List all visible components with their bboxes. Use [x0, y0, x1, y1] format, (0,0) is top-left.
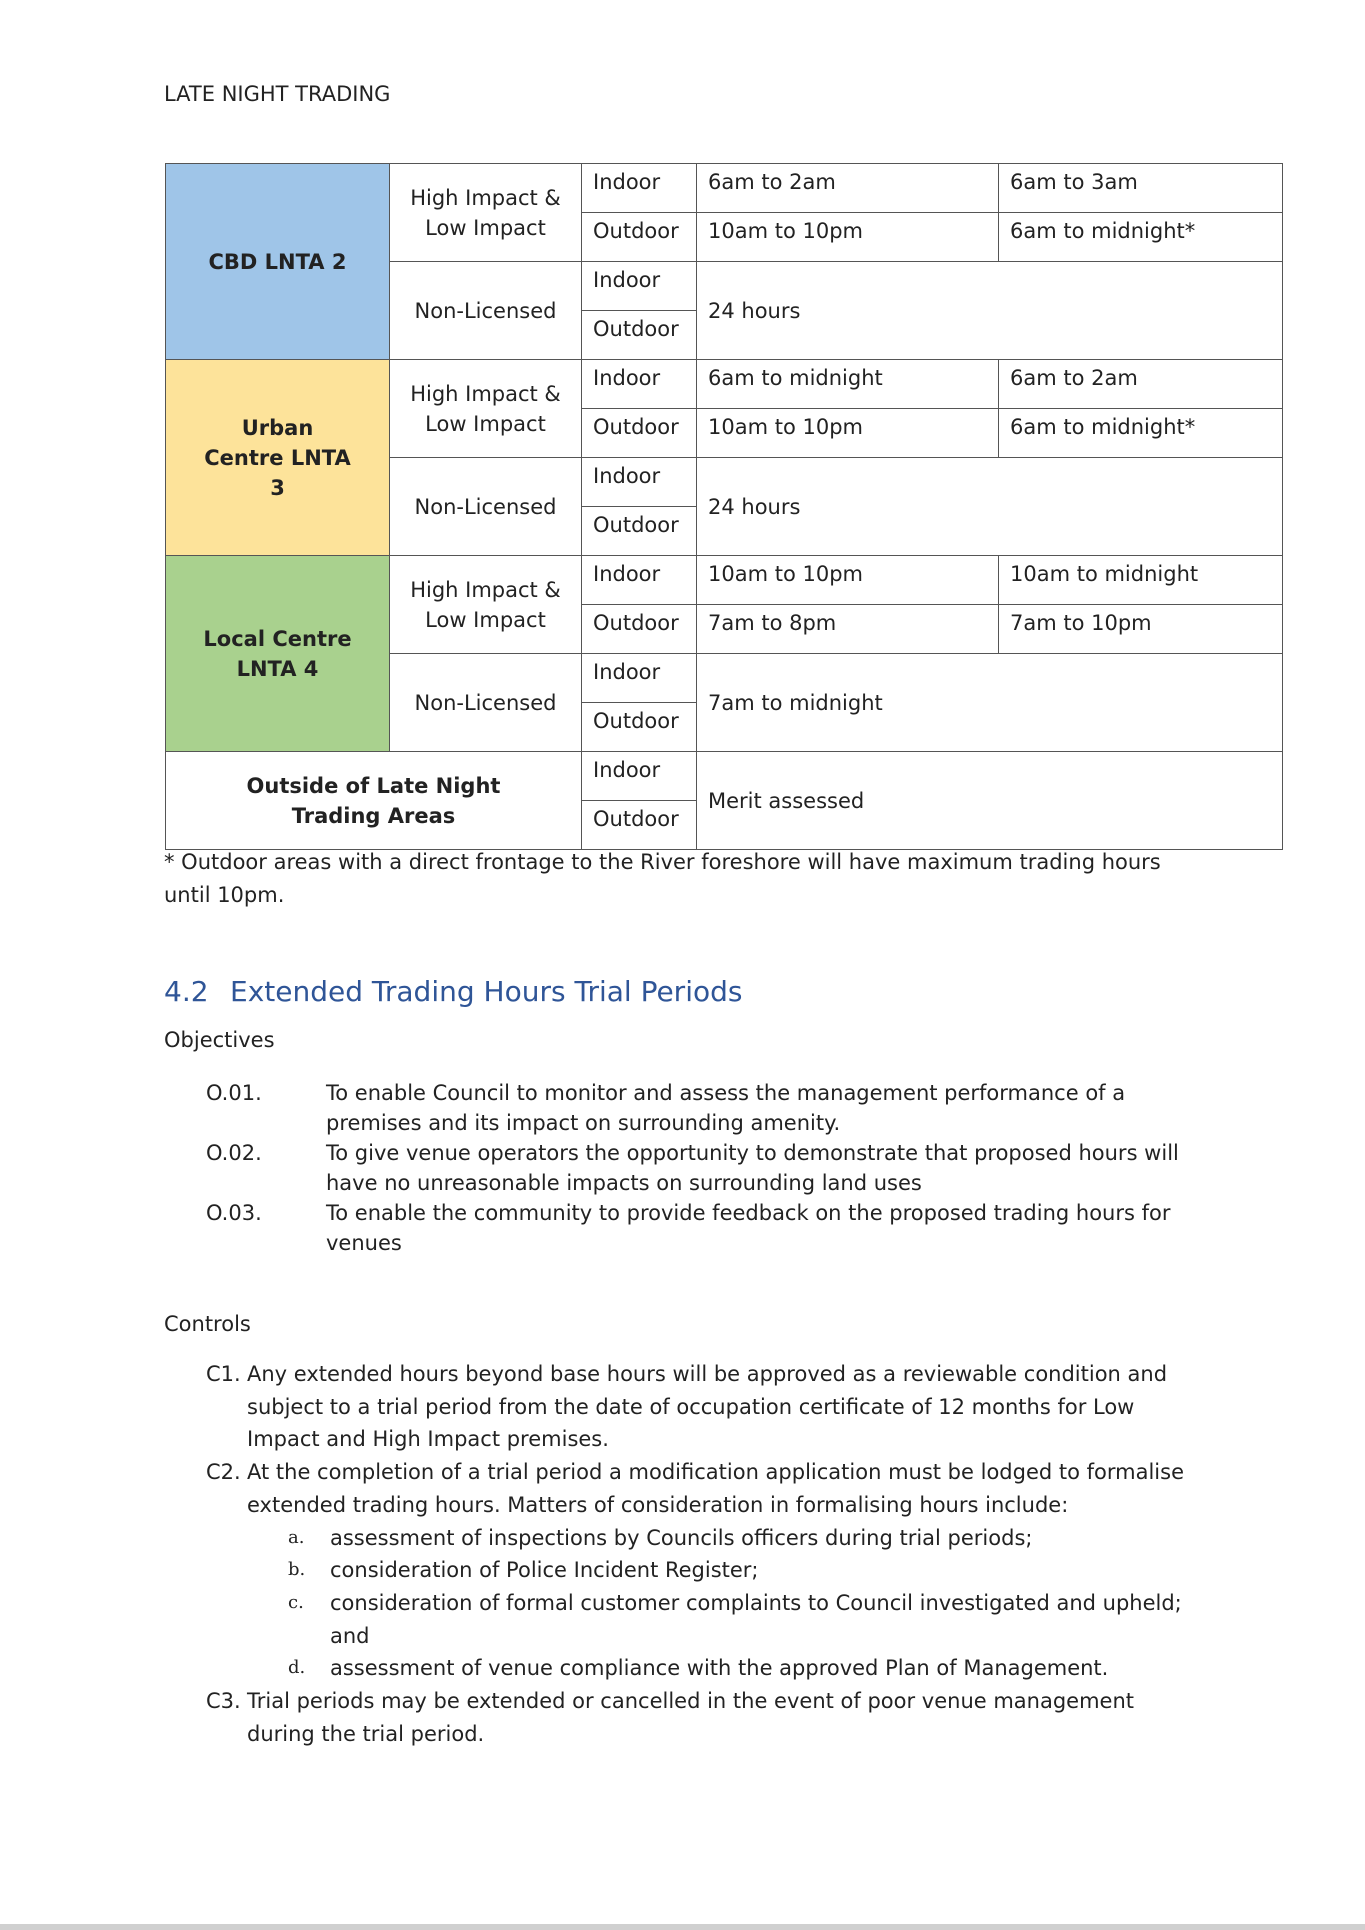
control-text: Trial periods may be extended or cancelled in the event of poor venue management during the trial period.: [247, 1689, 1135, 1746]
subitem-text: assessment of inspections by Councils officers during trial periods;: [330, 1526, 1033, 1550]
extended-hours-cell: 6am to 2am: [999, 360, 1283, 409]
table-row: [166, 164, 1283, 213]
nonlicensed-category: Non-Licensed: [390, 262, 582, 360]
area-cell: Indoor: [582, 556, 697, 605]
control-text: Any extended hours beyond base hours will be approved as a reviewable condition and subject to a trial period from the date of occupation certificate of 12 months for Low Impact and High Impact premises.: [247, 1362, 1168, 1451]
subitem-text: assessment of venue compliance with the approved Plan of Management.: [330, 1656, 1109, 1680]
area-cell: Outdoor: [582, 311, 697, 360]
objective-code: O.03.: [206, 1201, 262, 1225]
objective-item: [206, 1078, 1206, 1138]
subitem-letter: a.: [288, 1527, 305, 1548]
area-cell: Outdoor: [582, 703, 697, 752]
control-item: [206, 1456, 1206, 1521]
merit-assessed-cell: Merit assessed: [697, 752, 1283, 850]
trading-hours-table: [165, 163, 1283, 850]
control-code: C1.: [206, 1362, 241, 1386]
objective-code: O.02.: [206, 1141, 262, 1165]
licensed-category: High Impact & Low Impact: [390, 164, 582, 262]
objective-text: To give venue operators the opportunity to demonstrate that proposed hours will have no unreasonable impacts on surrounding land uses: [326, 1141, 1179, 1195]
objective-item: [206, 1198, 1206, 1258]
nonlicensed-category: Non-Licensed: [390, 654, 582, 752]
nonlicensed-hours-cell: 7am to midnight: [697, 654, 1283, 752]
area-cell: Indoor: [582, 360, 697, 409]
page-bottom-rule: [0, 1924, 1365, 1930]
zone-urban-centre-lnta-3: Urban Centre LNTA 3: [166, 360, 390, 556]
control-item: [206, 1358, 1206, 1456]
objective-text: To enable the community to provide feedback on the proposed trading hours for venues: [326, 1201, 1171, 1255]
control-subitem: [288, 1652, 1208, 1685]
nonlicensed-category: Non-Licensed: [390, 458, 582, 556]
base-hours-cell: 6am to midnight: [697, 360, 999, 409]
zone-local-centre-lnta-4: Local Centre LNTA 4: [166, 556, 390, 752]
control-subitem: [288, 1587, 1208, 1652]
area-cell: Outdoor: [582, 605, 697, 654]
area-cell: Indoor: [582, 164, 697, 213]
subitem-text: consideration of Police Incident Register;: [330, 1558, 759, 1582]
section-number: 4.2: [164, 975, 209, 1008]
subitem-text: consideration of formal customer complaints to Council investigated and upheld; and: [330, 1591, 1182, 1648]
extended-hours-cell: 6am to midnight*: [999, 213, 1283, 262]
area-cell: Outdoor: [582, 801, 697, 850]
area-cell: Indoor: [582, 752, 697, 801]
area-cell: Outdoor: [582, 409, 697, 458]
area-cell: Indoor: [582, 654, 697, 703]
base-hours-cell: 10am to 10pm: [697, 556, 999, 605]
section-title: Extended Trading Hours Trial Periods: [230, 975, 743, 1008]
base-hours-cell: 10am to 10pm: [697, 409, 999, 458]
subitem-letter: b.: [288, 1559, 306, 1580]
area-cell: Outdoor: [582, 507, 697, 556]
table-row: [166, 752, 1283, 801]
control-code: C2.: [206, 1460, 241, 1484]
table-footnote: * Outdoor areas with a direct frontage to the River foreshore will have maximum trading hours until 10pm.: [164, 850, 1161, 907]
extended-hours-cell: 6am to midnight*: [999, 409, 1283, 458]
objective-code: O.01.: [206, 1081, 262, 1105]
objectives-heading: Objectives: [164, 1028, 275, 1052]
section-heading: [164, 975, 742, 1008]
objective-text: To enable Council to monitor and assess the management performance of a premises and its impact on surrounding amenity.: [326, 1081, 1126, 1135]
control-subitem: [288, 1522, 1208, 1555]
subitem-letter: c.: [288, 1592, 304, 1613]
area-cell: Outdoor: [582, 213, 697, 262]
area-cell: Indoor: [582, 458, 697, 507]
subitem-letter: d.: [288, 1657, 306, 1678]
controls-heading: Controls: [164, 1312, 251, 1336]
base-hours-cell: 10am to 10pm: [697, 213, 999, 262]
extended-hours-cell: 6am to 3am: [999, 164, 1283, 213]
licensed-category: High Impact & Low Impact: [390, 556, 582, 654]
base-hours-cell: 7am to 8pm: [697, 605, 999, 654]
objective-item: [206, 1138, 1206, 1198]
licensed-category: High Impact & Low Impact: [390, 360, 582, 458]
nonlicensed-hours-cell: 24 hours: [697, 262, 1283, 360]
nonlicensed-hours-cell: 24 hours: [697, 458, 1283, 556]
table-row: [166, 360, 1283, 409]
running-header: LATE NIGHT TRADING: [164, 82, 391, 106]
control-subitem: [288, 1554, 1208, 1587]
area-cell: Indoor: [582, 262, 697, 311]
table-row: [166, 556, 1283, 605]
zone-cbd-lnta-2: CBD LNTA 2: [166, 164, 390, 360]
base-hours-cell: 6am to 2am: [697, 164, 999, 213]
extended-hours-cell: 10am to midnight: [999, 556, 1283, 605]
zone-outside-lnta: Outside of Late Night Trading Areas: [166, 752, 582, 850]
control-text: At the completion of a trial period a modification application must be lodged to formalise extended trading hours. Matters of consideration in formalising hours include:: [247, 1460, 1184, 1517]
extended-hours-cell: 7am to 10pm: [999, 605, 1283, 654]
control-code: C3.: [206, 1689, 241, 1713]
control-item: [206, 1685, 1206, 1750]
